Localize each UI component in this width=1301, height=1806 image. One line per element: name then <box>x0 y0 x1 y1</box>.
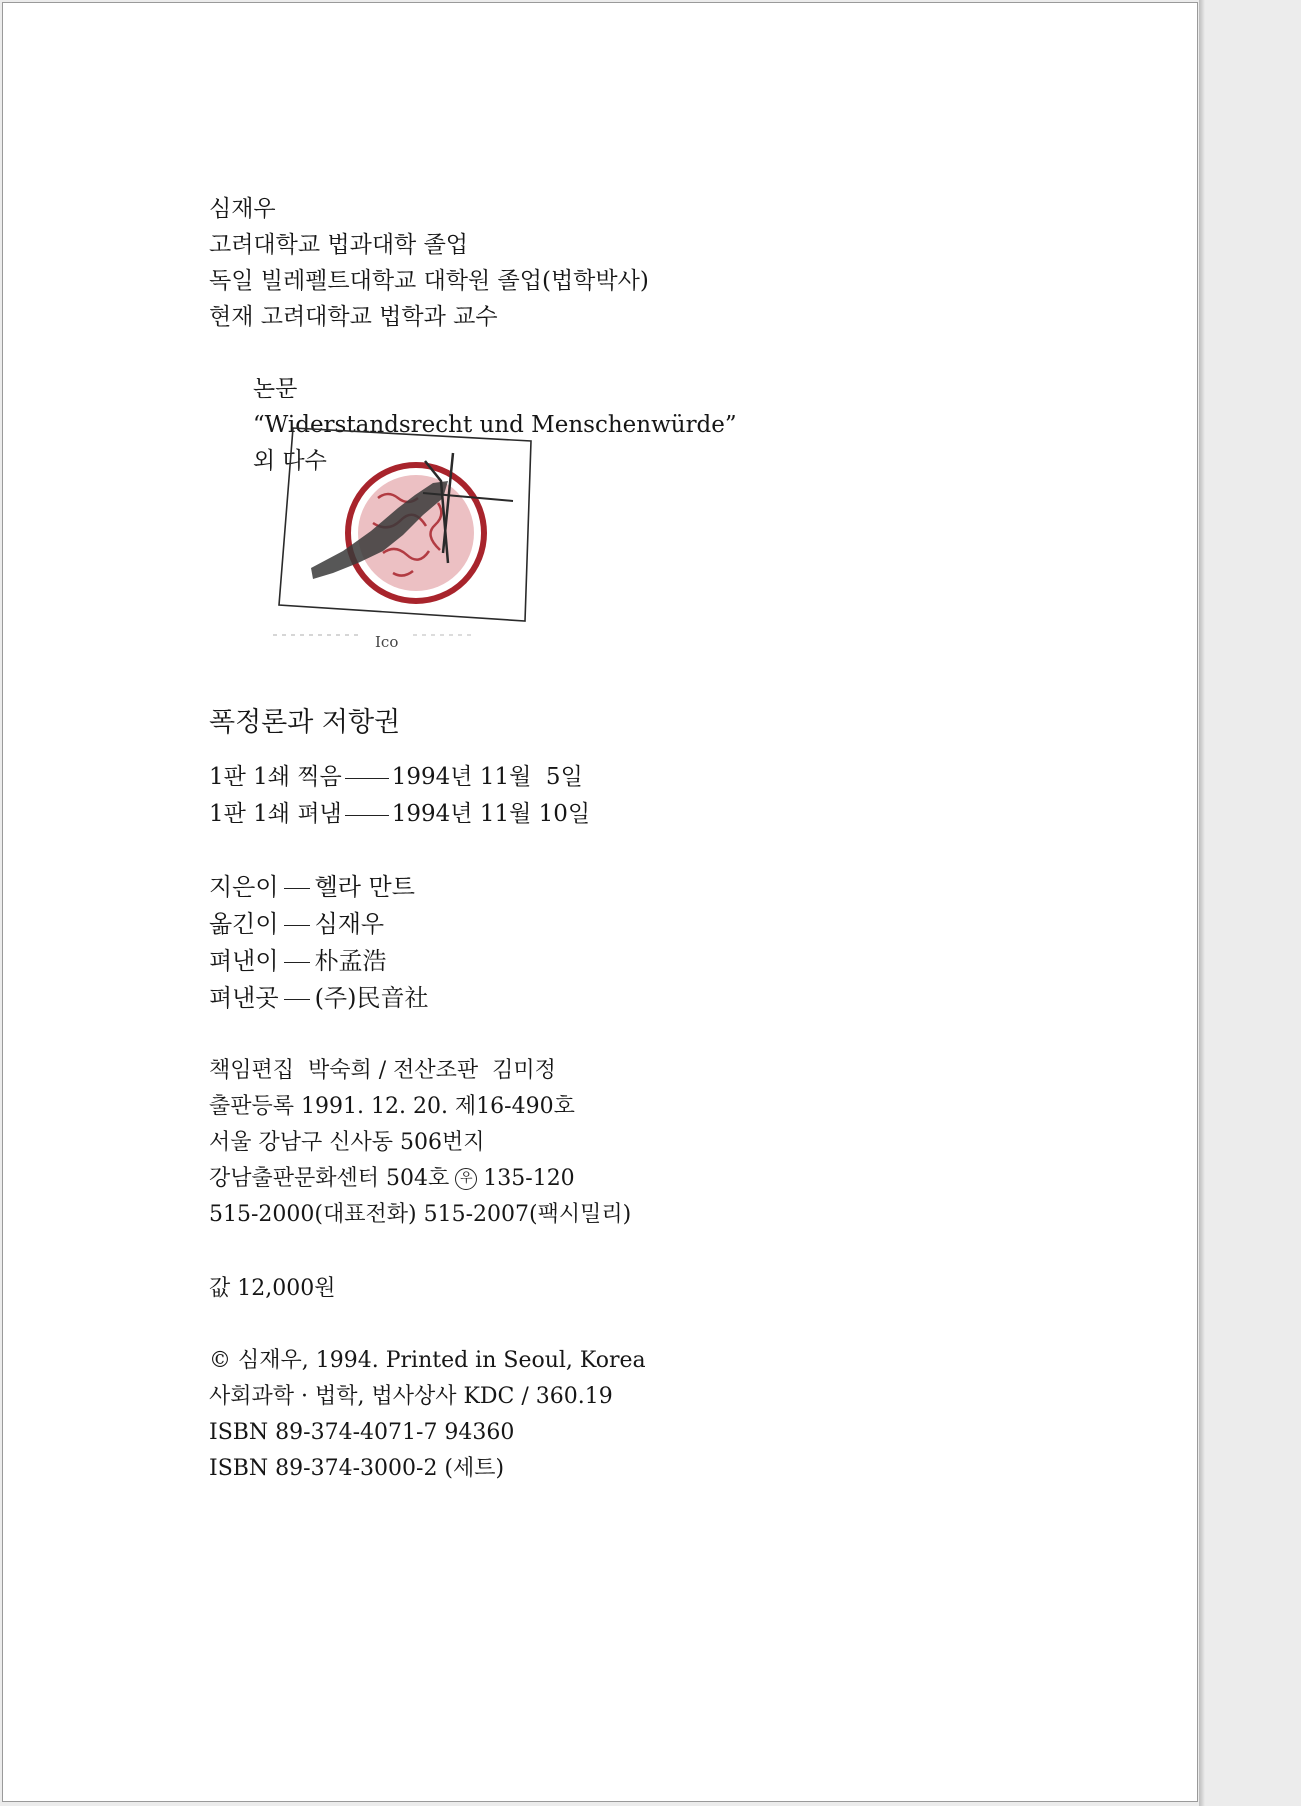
works-prefix: 논문 <box>252 376 298 402</box>
registration-line: 출판등록 1991. 12. 20. 제16-490호 <box>209 1094 575 1119</box>
works-title: “Widerstandsrecht und Menschenwürde” <box>252 412 737 438</box>
credit-role: 지은이 <box>209 873 279 901</box>
credit-role: 옮긴이 <box>209 910 279 938</box>
address-line-1: 서울 강남구 신사동 506번지 <box>209 1130 485 1155</box>
credit-value: 헬라 만트 <box>314 873 415 901</box>
translator-position: 현재 고려대학교 법학과 교수 <box>209 304 498 330</box>
postal-symbol-icon: 우 <box>455 1168 477 1190</box>
isbn-line-2: ISBN 89-374-3000-2 (세트) <box>209 1456 505 1481</box>
credit-role: 펴낸곳 <box>209 984 279 1012</box>
credit-translator <box>209 906 428 943</box>
copyright-line: © 심재우, 1994. Printed in Seoul, Korea <box>209 1348 646 1373</box>
credit-publisher-person <box>209 943 428 980</box>
works-suffix: 외 다수 <box>252 448 327 474</box>
seal-stamp-image <box>273 423 543 663</box>
credit-author <box>209 869 428 906</box>
edition-line-1 <box>209 759 590 796</box>
edition-list <box>209 759 590 833</box>
edition-label: 1판 1쇄 펴냄 <box>209 801 342 827</box>
edition-label: 1판 1쇄 찍음 <box>209 764 342 790</box>
publisher-details <box>209 1053 631 1233</box>
credit-dash <box>284 999 310 1000</box>
credit-dash <box>284 888 310 889</box>
edition-date: 1994년 11월 10일 <box>391 801 591 827</box>
author-seal-stamp <box>273 423 543 663</box>
translator-education-2: 독일 빌레펠트대학교 대학원 졸업(법학박사) <box>209 268 649 294</box>
translator-bio <box>209 191 737 474</box>
edition-date: 1994년 11월 5일 <box>391 764 583 790</box>
price: 값 12,000원 <box>209 1276 336 1301</box>
classification-line: 사회과학 · 법학, 법사상사 KDC / 360.19 <box>209 1384 613 1409</box>
colophon-page <box>2 2 1198 1802</box>
seal-under-text: Ico <box>375 633 399 651</box>
credit-value: (주)民音社 <box>314 984 429 1012</box>
translator-works <box>209 335 737 474</box>
translator-name: 심재우 <box>209 196 276 222</box>
isbn-line-1: ISBN 89-374-4071-7 94360 <box>209 1420 515 1445</box>
edition-line-2 <box>209 796 590 833</box>
credit-dash <box>284 962 310 963</box>
address-line-2 <box>209 1161 631 1197</box>
translator-education-1: 고려대학교 법과대학 졸업 <box>209 232 469 258</box>
book-title: 폭정론과 저항권 <box>209 707 401 738</box>
editors-line: 책임편집 박숙희 / 전산조판 김미정 <box>209 1058 556 1083</box>
credit-dash <box>284 925 310 926</box>
credit-value: 심재우 <box>314 910 385 938</box>
address-building: 강남출판문화센터 504호 <box>209 1166 450 1191</box>
credit-role: 펴낸이 <box>209 947 279 975</box>
postal-code: 135-120 <box>483 1166 575 1191</box>
credit-value: 朴孟浩 <box>314 947 387 975</box>
copyright-block <box>209 1343 646 1487</box>
credit-publisher-company <box>209 980 428 1017</box>
edition-dash <box>345 815 389 816</box>
phone-line: 515-2000(대표전화) 515-2007(팩시밀리) <box>209 1202 632 1227</box>
page-edge-shadow <box>1199 0 1205 1806</box>
edition-dash <box>345 778 389 779</box>
credits-list <box>209 869 428 1017</box>
